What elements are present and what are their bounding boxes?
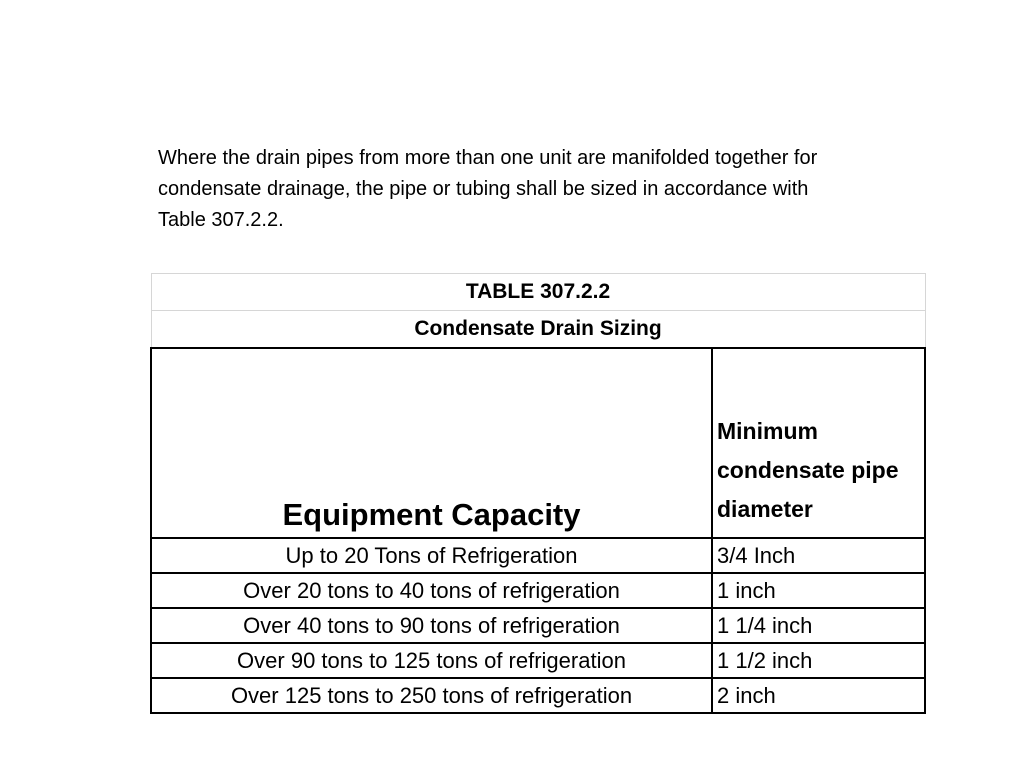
capacity-cell: Over 90 tons to 125 tons of refrigeration — [151, 643, 712, 678]
capacity-cell: Over 20 tons to 40 tons of refrigeration — [151, 573, 712, 608]
table-title: Condensate Drain Sizing — [151, 311, 925, 349]
diameter-cell: 1 inch — [712, 573, 925, 608]
diameter-cell: 2 inch — [712, 678, 925, 713]
header-minimum-pipe-diameter: Minimum condensate pipe diameter — [712, 348, 925, 538]
diameter-cell: 3/4 Inch — [712, 538, 925, 573]
table-row — [151, 678, 925, 713]
capacity-cell: Over 125 tons to 250 tons of refrigeration — [151, 678, 712, 713]
table-number: TABLE 307.2.2 — [151, 274, 925, 311]
table-title-row — [151, 311, 925, 349]
diameter-cell: 1 1/2 inch — [712, 643, 925, 678]
header-equipment-capacity: Equipment Capacity — [151, 348, 712, 538]
capacity-cell: Up to 20 Tons of Refrigeration — [151, 538, 712, 573]
intro-paragraph — [158, 143, 838, 236]
table-row — [151, 608, 925, 643]
table-header-row — [151, 348, 925, 538]
table-row — [151, 538, 925, 573]
table-row — [151, 643, 925, 678]
diameter-cell: 1 1/4 inch — [712, 608, 925, 643]
capacity-cell: Over 40 tons to 90 tons of refrigeration — [151, 608, 712, 643]
table-row — [151, 573, 925, 608]
table-number-row — [151, 274, 925, 311]
intro-text: Where the drain pipes from more than one unit are manifolded together for condensate drainage, the pipe or tubing shall be sized in accordance with Table 307.2.2. — [158, 147, 818, 231]
condensate-drain-sizing-table — [150, 273, 926, 714]
